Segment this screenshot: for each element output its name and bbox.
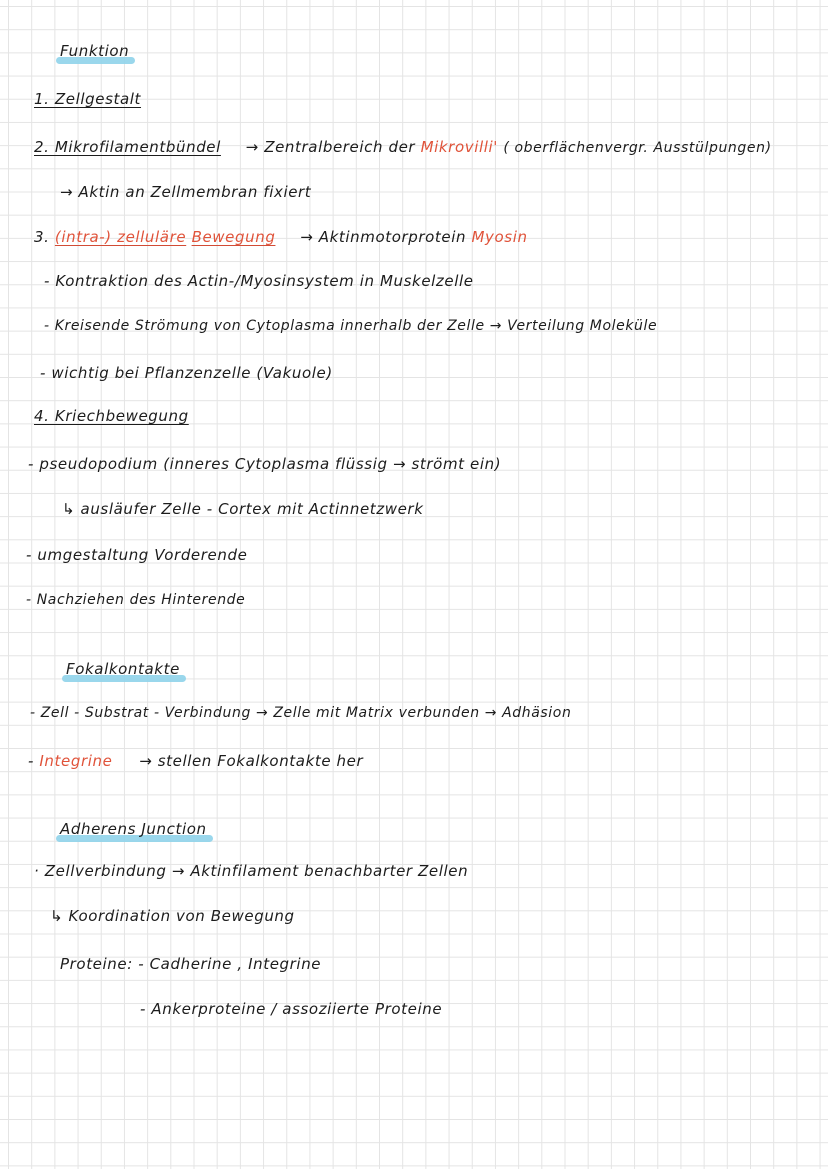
item-2: 2. Mikrofilamentbündel → Zentralbereich der Mikrovilli' ( oberflächenvergr. Ausstülpungen)	[34, 138, 772, 156]
item-3-bullet-3: - wichtig bei Pflanzenzelle (Vakuole)	[40, 364, 333, 382]
heading-adherens-junction: Adherens Junction	[60, 820, 207, 838]
item-3-bullet-1: - Kontraktion des Actin-/Myosinsystem in Muskelzelle	[44, 272, 474, 290]
item-2-sub: → Aktin an Zellmembran fixiert	[60, 183, 312, 201]
adherens-bullet-1: · Zellverbindung → Aktinfilament benachbarter Zellen	[34, 862, 469, 880]
heading-fokalkontakte: Fokalkontakte	[66, 660, 180, 678]
item-4-bullet-2: - umgestaltung Vorderende	[26, 546, 248, 564]
adherens-proteine: Proteine: - Cadherine , Integrine	[60, 955, 322, 973]
item-3-bullet-2: - Kreisende Strömung von Cytoplasma innerhalb der Zelle → Verteilung Moleküle	[44, 318, 658, 334]
item-4: 4. Kriechbewegung	[34, 407, 189, 425]
adherens-bullet-1-sub: ↳ Koordination von Bewegung	[50, 907, 295, 925]
item-4-bullet-1: - pseudopodium (inneres Cytoplasma flüssig → strömt ein)	[28, 455, 502, 473]
item-3: 3. (intra-) zelluläre Bewegung → Aktinmotorprotein Myosin	[34, 228, 528, 246]
fokal-bullet-1: - Zell - Substrat - Verbindung → Zelle mit Matrix verbunden → Adhäsion	[30, 705, 572, 721]
item-4-bullet-1-sub: ↳ ausläufer Zelle - Cortex mit Actinnetzwerk	[62, 500, 424, 518]
adherens-proteine-2: - Ankerproteine / assoziierte Proteine	[140, 1000, 443, 1018]
item-1: 1. Zellgestalt	[34, 90, 142, 108]
heading-funktion: Funktion	[60, 42, 130, 60]
fokal-bullet-2: - Integrine → stellen Fokalkontakte her	[28, 752, 364, 770]
item-4-bullet-3: - Nachziehen des Hinterende	[26, 592, 246, 608]
